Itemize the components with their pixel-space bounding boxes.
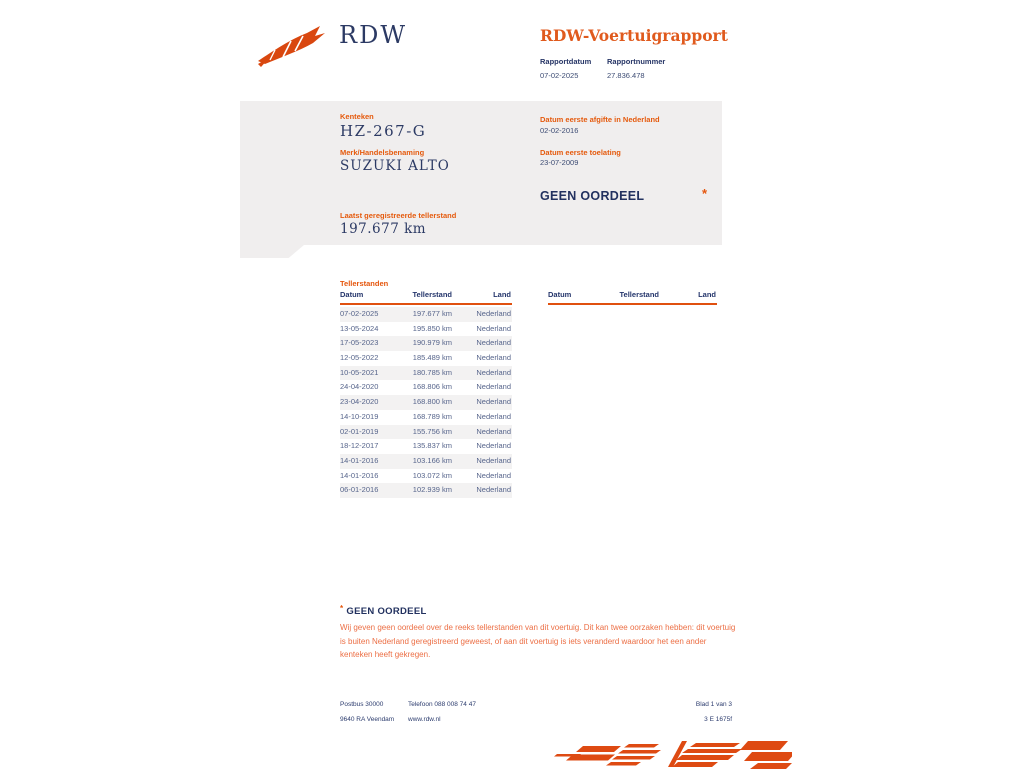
table-row [340, 351, 512, 366]
table-cell: 185.489 km [412, 353, 452, 363]
table-cell: 14-10-2019 [340, 411, 379, 421]
rdw-stripes-graphic [540, 737, 792, 771]
toelating-label: Datum eerste toelating [540, 148, 621, 157]
column-header-datum: Datum [340, 290, 364, 299]
table-header [548, 290, 717, 305]
table-cell: 14-01-2016 [340, 455, 379, 465]
footer-website: www.rdw.nl [408, 716, 441, 723]
table-cell: 12-05-2022 [340, 353, 379, 363]
table-cell: 190.979 km [412, 338, 452, 348]
report-number-value: 27.836.478 [607, 71, 645, 80]
table-cell: Nederland [476, 455, 511, 465]
table-cell: 195.850 km [412, 323, 452, 333]
merk-value: SUZUKI ALTO [340, 158, 450, 174]
table-cell: 168.806 km [412, 382, 452, 392]
table-cell: 17-05-2023 [340, 338, 379, 348]
kenteken-label: Kenteken [340, 112, 374, 121]
report-date-value: 07-02-2025 [540, 71, 579, 80]
tellerstand-value: 197.677 km [340, 221, 427, 237]
oordeel-asterisk: * [702, 186, 708, 201]
table-cell: Nederland [476, 470, 511, 480]
table-cell: 06-01-2016 [340, 485, 379, 495]
merk-label: Merk/Handelsbenaming [340, 148, 425, 157]
toelating-value: 23-07-2009 [540, 158, 579, 167]
table-row [340, 425, 512, 440]
rdw-logo-text: RDW [339, 21, 407, 49]
table-cell: 103.166 km [412, 455, 452, 465]
table-row [340, 410, 512, 425]
table-cell: Nederland [476, 382, 511, 392]
footer-form-code: 3 E 1675f [704, 716, 732, 723]
table-cell: 135.837 km [412, 441, 452, 451]
table-cell: Nederland [476, 323, 511, 333]
table-row [340, 469, 512, 484]
column-header-datum: Datum [548, 290, 572, 299]
table-cell: Nederland [476, 367, 511, 377]
kenteken-value: HZ-267-G [340, 122, 427, 140]
table-row [340, 307, 512, 322]
report-number-block [607, 57, 677, 80]
table-cell: 10-05-2021 [340, 367, 379, 377]
footer-contact [408, 701, 476, 723]
footer-address [340, 701, 394, 723]
table-cell: 02-01-2019 [340, 426, 379, 436]
table-cell: Nederland [476, 441, 511, 451]
footer-phone: Telefoon 088 008 74 47 [408, 701, 476, 708]
table-header [340, 290, 512, 305]
table-cell: 168.800 km [412, 397, 452, 407]
table-cell: 14-01-2016 [340, 470, 379, 480]
footnote-asterisk: * [340, 604, 344, 613]
table-row [340, 336, 512, 351]
column-header-tellerstand: Tellerstand [412, 290, 452, 299]
afgifte-label: Datum eerste afgifte in Nederland [540, 115, 660, 124]
report-number-label: Rapportnummer [607, 57, 666, 66]
table-row [340, 395, 512, 410]
table-cell: 197.677 km [412, 309, 452, 318]
footer-address-line2: 9640 RA Veendam [340, 716, 395, 723]
table-row [340, 366, 512, 381]
table-cell: Nederland [476, 485, 511, 495]
table-cell: 23-04-2020 [340, 397, 379, 407]
report-date-label: Rapportdatum [540, 57, 592, 66]
table-cell: 24-04-2020 [340, 382, 379, 392]
table-row [340, 483, 512, 498]
column-header-tellerstand: Tellerstand [619, 290, 659, 299]
oordeel-verdict: GEEN OORDEEL [540, 189, 645, 203]
table-row [340, 322, 512, 337]
table-cell: Nederland [476, 411, 511, 421]
column-header-land: Land [698, 290, 716, 299]
footer-page-number: Blad 1 van 3 [695, 701, 732, 708]
table-cell: Nederland [476, 309, 511, 318]
table-row [340, 454, 512, 469]
table-cell: Nederland [476, 353, 511, 363]
table-row [340, 380, 512, 395]
footnote-paragraph: Wij geven geen oordeel over de reeks tellerstanden van dit voertuig. Dit kan twee oorzaken hebben: dit voertuig is buiten Nederland geregistreerd geweest, of aan dit voertuig is iets veranderd waardoor het een ander kenteken heeft gekregen. [340, 623, 736, 659]
report-date-block [540, 57, 610, 80]
column-header-land: Land [493, 290, 511, 299]
footer-address-line1: Postbus 30000 [340, 701, 384, 708]
table-cell: 18-12-2017 [340, 441, 379, 451]
table-cell: Nederland [476, 397, 511, 407]
tellerstanden-table-left [340, 290, 512, 498]
footnote-title: GEEN OORDEEL [346, 606, 427, 617]
table-cell: Nederland [476, 338, 511, 348]
table-cell: 180.785 km [412, 367, 452, 377]
table-row [340, 439, 512, 454]
tellerstanden-table-right [548, 290, 717, 307]
rdw-wing-logo-icon [256, 24, 334, 70]
report-title: RDW-Voertuigrapport [540, 26, 728, 45]
table-cell: 07-02-2025 [340, 309, 379, 318]
footer-page-info [640, 701, 732, 723]
tellerstand-label: Laatst geregistreerde tellerstand [340, 211, 457, 220]
table-body [340, 307, 512, 498]
table-cell: 103.072 km [412, 470, 452, 480]
vehicle-summary-panel-tab [240, 245, 304, 258]
table-cell: 155.756 km [412, 426, 452, 436]
footnote-heading [340, 604, 427, 617]
table-cell: 168.789 km [412, 411, 452, 421]
table-cell: 13-05-2024 [340, 323, 379, 333]
table-cell: 102.939 km [412, 485, 452, 495]
tellerstanden-section-title: Tellerstanden [340, 279, 389, 288]
afgifte-value: 02-02-2016 [540, 126, 579, 135]
table-cell: Nederland [476, 426, 511, 436]
